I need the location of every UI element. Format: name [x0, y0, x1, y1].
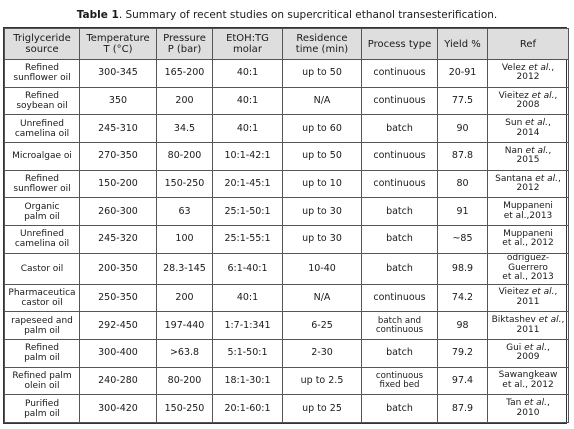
ref-etal: et al.	[525, 118, 548, 129]
cell-molar-ratio: 25:1-55:1	[213, 226, 283, 254]
cell-yield: 87.8	[438, 143, 488, 171]
cell-process-type	[362, 226, 438, 254]
ref-etal: et al.	[528, 62, 552, 73]
cell-process-type	[362, 87, 438, 115]
cell-ref	[488, 143, 569, 171]
cell-residence-time: up to 10	[283, 170, 362, 198]
cell-source	[5, 312, 80, 340]
cell-temperature: 350	[80, 87, 157, 115]
cell-molar-ratio: 5:1-50:1	[213, 339, 283, 367]
header-process-type	[362, 29, 438, 60]
cell-temperature: 245-320	[80, 226, 157, 254]
cell-molar-ratio: 1:7-1:341	[213, 312, 283, 340]
cell-process-type	[362, 395, 438, 423]
cell-source	[5, 198, 80, 226]
cell-ref	[488, 253, 569, 284]
cell-source	[5, 170, 80, 198]
cell-pressure: 150-250	[157, 170, 213, 198]
table-row	[5, 395, 569, 423]
header-pressure-line: P (bar)	[167, 44, 202, 55]
ref-comma: ,	[548, 145, 552, 156]
cell-residence-time: 10-40	[283, 253, 362, 284]
source-line: sunflower oil	[13, 184, 71, 195]
cell-molar-ratio: 40:1	[213, 115, 283, 143]
cell-pressure: 100	[157, 226, 213, 254]
source-line: palm oil	[24, 211, 60, 222]
cell-yield: 20-91	[438, 60, 488, 88]
source-line: camelina oil	[14, 128, 70, 139]
table-row	[5, 367, 569, 395]
source-line: Refined	[24, 91, 59, 101]
table-row	[5, 284, 569, 312]
table-body	[5, 60, 569, 423]
header-pressure	[157, 29, 213, 60]
cell-source	[5, 60, 80, 88]
header-source-line: Triglyceride	[13, 33, 71, 44]
table-row	[5, 143, 569, 171]
cell-residence-time: up to 50	[283, 143, 362, 171]
source-line: palm oil	[24, 325, 60, 336]
cell-ref	[488, 395, 569, 423]
cell-residence-time: 2-30	[283, 339, 362, 367]
cell-pressure: 200	[157, 87, 213, 115]
table-row	[5, 339, 569, 367]
process-line: batch	[386, 347, 413, 359]
cell-temperature: 250-350	[80, 284, 157, 312]
ref-etal: et al.	[538, 315, 562, 326]
cell-pressure: 200	[157, 284, 213, 312]
ref-etal: et al.	[524, 342, 547, 353]
cell-molar-ratio: 20:1-45:1	[213, 170, 283, 198]
ref-author: Muppaneni	[503, 201, 553, 212]
cell-source	[5, 115, 80, 143]
summary-table	[4, 28, 569, 423]
process-line: batch	[386, 402, 413, 414]
ref-year: 2011	[516, 324, 540, 335]
cell-process-type	[362, 170, 438, 198]
cell-yield: 80	[438, 170, 488, 198]
table-row	[5, 253, 569, 284]
header-temperature	[80, 29, 157, 60]
ref-year: 2011	[516, 296, 540, 307]
source-line: Refined palm	[12, 370, 72, 381]
cell-source	[5, 284, 80, 312]
ref-year: 2010	[516, 407, 540, 418]
ref-author: Gui	[506, 342, 525, 353]
ref-year: et al., 2012	[502, 238, 554, 249]
process-line: continuous	[373, 95, 426, 106]
cell-molar-ratio: 40:1	[213, 60, 283, 88]
cell-source	[5, 143, 80, 171]
cell-process-type	[362, 339, 438, 367]
ref-year: 2012	[516, 72, 540, 83]
cell-molar-ratio: 6:1-40:1	[213, 253, 283, 284]
table-caption	[0, 9, 574, 21]
ref-author: Santana	[495, 173, 536, 184]
process-line: batch	[386, 262, 413, 274]
ref-comma: ,	[558, 173, 561, 184]
ref-comma: ,	[561, 315, 565, 326]
source-line: olein oil	[24, 380, 60, 391]
cell-process-type	[362, 284, 438, 312]
cell-ref	[488, 226, 569, 254]
ref-author: Velez	[501, 62, 529, 73]
cell-yield: 74.2	[438, 284, 488, 312]
source-line: Microalgae oi	[12, 151, 72, 162]
source-line: Castor oil	[20, 263, 64, 274]
table-row	[5, 198, 569, 226]
cell-temperature: 200-350	[80, 253, 157, 284]
ref-year: et al.,2013	[503, 210, 553, 221]
ref-author: Sun	[505, 118, 526, 129]
ref-author: Nan	[504, 145, 526, 156]
cell-molar-ratio: 10:1-42:1	[213, 143, 283, 171]
cell-pressure: 34.5	[157, 115, 213, 143]
source-line: Unrefined	[20, 118, 64, 129]
header-molar-ratio	[213, 29, 283, 60]
process-line: fixed bed	[379, 379, 420, 390]
cell-process-type	[362, 115, 438, 143]
cell-residence-time: 6-25	[283, 312, 362, 340]
source-line: palm oil	[24, 408, 60, 419]
cell-pressure: 150-250	[157, 395, 213, 423]
cell-temperature: 292-450	[80, 312, 157, 340]
ref-etal: et al.	[531, 90, 555, 101]
ref-etal: et al.	[524, 398, 548, 409]
cell-yield: 98	[438, 312, 488, 340]
source-line: sunflower oil	[13, 73, 71, 84]
cell-residence-time: up to 60	[283, 115, 362, 143]
header-yield	[438, 29, 488, 60]
ref-year: 2015	[516, 155, 540, 166]
caption-text: . Summary of recent studies on supercritical ethanol transesterification.	[118, 9, 498, 21]
cell-temperature: 300-345	[80, 60, 157, 88]
cell-source	[5, 395, 80, 423]
header-ref	[488, 29, 569, 60]
header-process-type-line: Process type	[367, 38, 432, 50]
header-temperature-line: T (°C)	[103, 44, 133, 55]
source-line: camelina oil	[14, 239, 70, 250]
cell-ref	[488, 170, 569, 198]
cell-process-type	[362, 198, 438, 226]
table-row	[5, 60, 569, 88]
cell-yield: 98.9	[438, 253, 488, 284]
process-line: continuous	[373, 178, 426, 190]
ref-author: Vieitez	[498, 287, 532, 298]
cell-source	[5, 339, 80, 367]
cell-residence-time: up to 30	[283, 226, 362, 254]
cell-molar-ratio: 40:1	[213, 284, 283, 312]
cell-yield: 97.4	[438, 367, 488, 395]
source-line: Refined	[24, 343, 59, 354]
header-row	[5, 29, 569, 60]
cell-yield: 91	[438, 198, 488, 226]
cell-ref	[488, 115, 569, 143]
cell-process-type	[362, 253, 438, 284]
ref-comma: ,	[551, 62, 555, 73]
cell-ref	[488, 312, 569, 340]
process-line: batch and	[377, 315, 422, 326]
cell-residence-time: N/A	[283, 87, 362, 115]
ref-year: 2012	[516, 183, 540, 194]
table-row	[5, 170, 569, 198]
ref-etal: et al.	[531, 287, 555, 298]
source-line: Purified	[24, 398, 60, 409]
caption-label: Table 1	[76, 9, 119, 21]
process-line: continuous	[373, 67, 426, 79]
header-source	[5, 29, 80, 60]
cell-residence-time: N/A	[283, 284, 362, 312]
cell-yield: 79.2	[438, 339, 488, 367]
cell-molar-ratio: 40:1	[213, 87, 283, 115]
cell-process-type	[362, 312, 438, 340]
table-row	[5, 312, 569, 340]
ref-comma: ,	[547, 118, 551, 129]
ref-comma: ,	[554, 287, 558, 298]
cell-process-type	[362, 60, 438, 88]
ref-author: Biktashev	[491, 315, 539, 326]
source-line: rapeseed and	[11, 315, 73, 326]
source-line: Refined	[24, 174, 59, 185]
cell-molar-ratio: 20:1-60:1	[213, 395, 283, 423]
ref-year: 2014	[516, 127, 540, 138]
source-line: palm oil	[24, 353, 60, 364]
cell-ref	[488, 284, 569, 312]
table-row	[5, 226, 569, 254]
cell-source	[5, 87, 80, 115]
cell-yield: 77.5	[438, 87, 488, 115]
cell-ref	[488, 60, 569, 88]
cell-temperature: 240-280	[80, 367, 157, 395]
source-line: Unrefined	[20, 229, 64, 240]
header-residence-time-line: time (min)	[295, 44, 349, 55]
cell-residence-time: up to 30	[283, 198, 362, 226]
cell-process-type	[362, 367, 438, 395]
cell-molar-ratio: 18:1-30:1	[213, 367, 283, 395]
cell-yield: 87.9	[438, 395, 488, 423]
cell-pressure: 197-440	[157, 312, 213, 340]
source-line: soybean oil	[16, 101, 68, 111]
cell-temperature: 260-300	[80, 198, 157, 226]
cell-ref	[488, 87, 569, 115]
cell-yield: ~85	[438, 226, 488, 254]
ref-year: 2009	[516, 352, 540, 363]
process-line: continuous	[373, 291, 426, 303]
cell-ref	[488, 198, 569, 226]
cell-source	[5, 253, 80, 284]
header-yield-line: Yield %	[444, 38, 481, 50]
source-line: Refined	[24, 63, 59, 74]
cell-yield: 90	[438, 115, 488, 143]
source-line: Pharmaceutica	[8, 287, 76, 298]
source-line: Organic	[24, 201, 60, 212]
process-line: batch	[386, 233, 413, 245]
cell-pressure: 80-200	[157, 143, 213, 171]
cell-pressure: 28.3-145	[157, 253, 213, 284]
cell-temperature: 245-310	[80, 115, 157, 143]
ref-author: Vieitez	[498, 90, 532, 101]
cell-ref	[488, 339, 569, 367]
header-residence-time-line: Residence	[296, 33, 348, 44]
header-molar-ratio-line: molar	[233, 44, 262, 55]
ref-author: odríguez-Guerrero	[506, 253, 550, 273]
header-molar-ratio-line: EtOH:TG	[226, 33, 269, 44]
table-row	[5, 115, 569, 143]
cell-temperature: 150-200	[80, 170, 157, 198]
process-line: continuous	[373, 150, 426, 162]
cell-temperature: 270-350	[80, 143, 157, 171]
ref-comma: ,	[546, 342, 550, 353]
header-pressure-line: Pressure	[163, 33, 206, 44]
ref-year: et al., 2013	[502, 272, 554, 283]
ref-year: et al., 2012	[502, 379, 554, 390]
cell-source	[5, 367, 80, 395]
ref-author: Tan	[506, 398, 525, 409]
ref-comma: ,	[547, 398, 550, 409]
cell-source	[5, 226, 80, 254]
table-frame	[3, 27, 567, 424]
header-ref-line: Ref	[519, 38, 537, 50]
header-temperature-line: Temperature	[86, 33, 150, 44]
process-line: continuous	[375, 370, 424, 381]
cell-molar-ratio: 25:1-50:1	[213, 198, 283, 226]
cell-temperature: 300-420	[80, 395, 157, 423]
cell-process-type	[362, 143, 438, 171]
cell-pressure: 165-200	[157, 60, 213, 88]
cell-pressure: >63.8	[157, 339, 213, 367]
cell-residence-time: up to 50	[283, 60, 362, 88]
cell-ref	[488, 367, 569, 395]
process-line: batch	[386, 205, 413, 217]
cell-residence-time: up to 2.5	[283, 367, 362, 395]
header-residence-time	[283, 29, 362, 60]
ref-etal: et al.	[525, 145, 549, 156]
ref-author: Muppaneni	[503, 228, 553, 239]
process-line: continuous	[375, 324, 424, 335]
process-line: batch	[386, 122, 413, 134]
header-source-line: source	[25, 44, 59, 55]
cell-pressure: 80-200	[157, 367, 213, 395]
cell-pressure: 63	[157, 198, 213, 226]
cell-temperature: 300-400	[80, 339, 157, 367]
ref-author: Sawangkeaw	[498, 370, 558, 381]
ref-year: 2008	[516, 100, 540, 110]
ref-comma: ,	[554, 90, 558, 101]
table-row	[5, 87, 569, 115]
ref-etal: et al.	[535, 173, 558, 184]
cell-residence-time: up to 25	[283, 395, 362, 423]
source-line: castor oil	[21, 297, 63, 308]
